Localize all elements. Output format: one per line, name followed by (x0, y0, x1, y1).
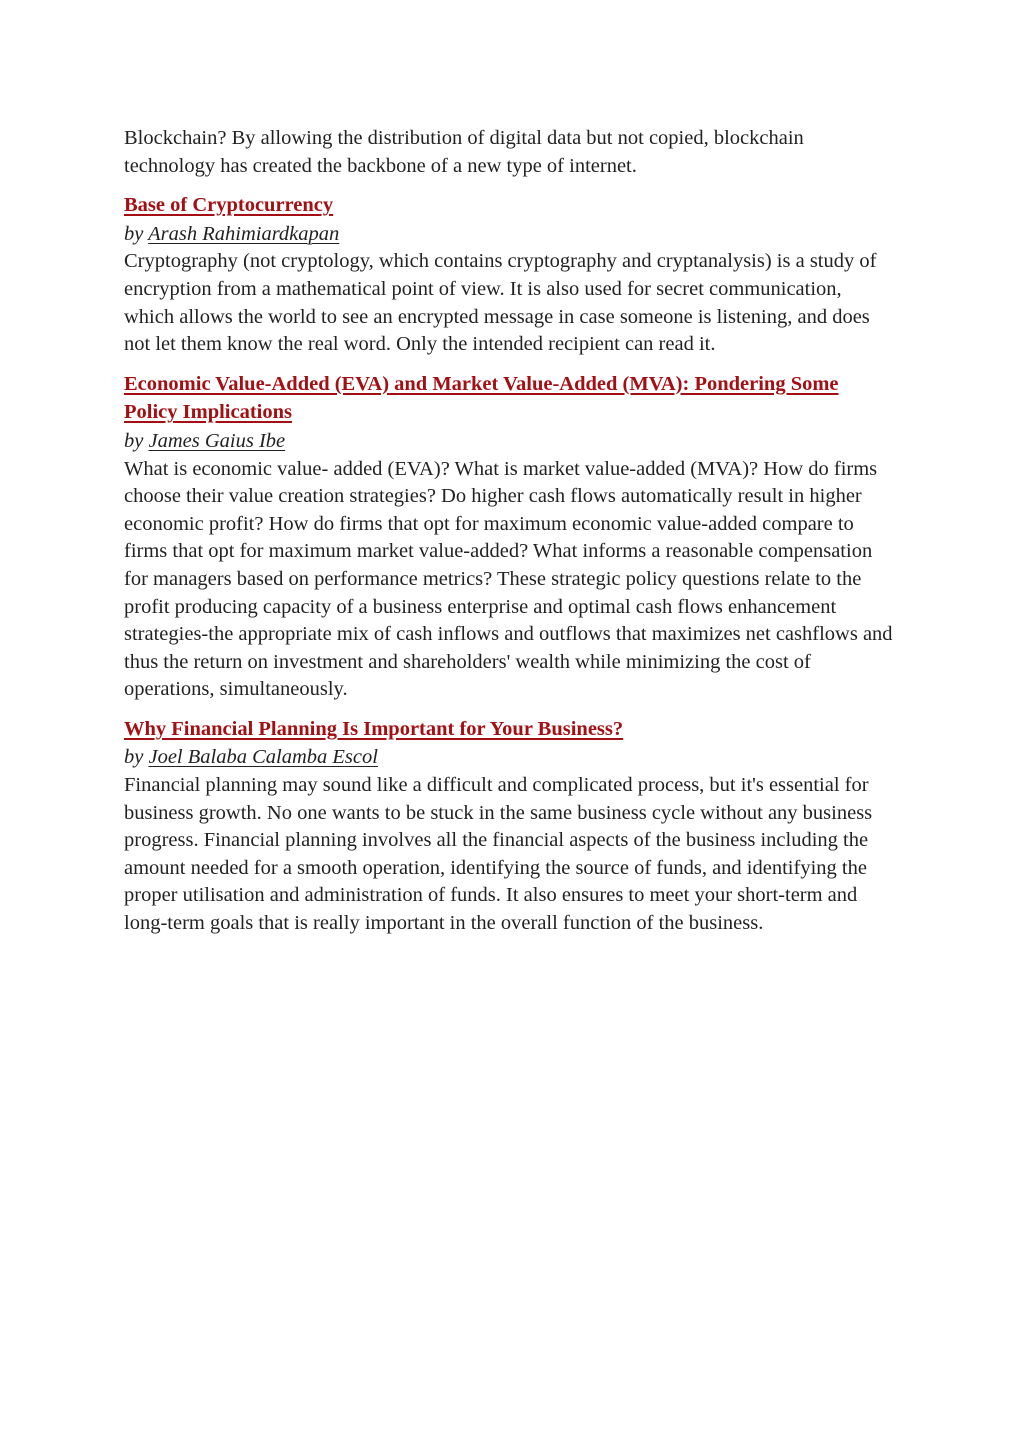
article-title-link[interactable]: Economic Value-Added (EVA) and Market Value-Added (MVA): Pondering Some Policy Implications (124, 372, 839, 424)
by-label: by (124, 222, 144, 245)
article-title-link[interactable]: Base of Cryptocurrency (124, 194, 334, 217)
article-title-link[interactable]: Why Financial Planning Is Important for Your Business? (124, 717, 624, 740)
article-summary: Cryptography (not cryptology, which contains cryptography and cryptanalysis) is a study of encryption from a mathematical point of view. It is also used for secret communication, which allows the world to see an encrypted message in case someone is listening, and does not let them know the real word. Only the intended recipient can read it. (124, 250, 877, 356)
article-1 (124, 192, 894, 359)
byline (124, 428, 894, 456)
article-3 (124, 716, 894, 938)
by-label: by (124, 746, 144, 769)
intro-paragraph: Blockchain? By allowing the distribution of digital data but not copied, blockchain technology has created the backbone of a new type of internet. (124, 127, 804, 177)
author-link[interactable]: Joel Balaba Calamba Escol (148, 746, 378, 769)
byline (124, 221, 894, 249)
document-page (124, 125, 894, 938)
by-label: by (124, 429, 144, 452)
author-link[interactable]: Arash Rahimiardkapan (148, 222, 340, 245)
article-summary: Financial planning may sound like a difficult and complicated process, but it's essential for business growth. No one wants to be stuck in the same business cycle without any business progress. Financial planning involves all the financial aspects of the business including the amount needed for a smooth operation, identifying the source of funds, and identifying the proper utilisation and administration of funds. It also ensures to meet your short-term and long-term goals that is really important in the overall function of the business. (124, 774, 873, 935)
author-link[interactable]: James Gaius Ibe (148, 429, 286, 452)
article-2 (124, 371, 894, 704)
byline (124, 744, 894, 772)
article-summary: What is economic value- added (EVA)? What is market value-added (MVA)? How do firms choose their value creation strategies? Do higher cash flows automatically result in higher economic profit? How do firms that opt for maximum economic value-added compare to firms that opt for maximum market value-added? What informs a reasonable compensation for managers based on performance metrics? These strategic policy questions relate to the profit producing capacity of a business enterprise and optimal cash flows enhancement strategies-the appropriate mix of cash inflows and outflows that maximizes net cashflows and thus the return on investment and shareholders' wealth while minimizing the cost of operations, simultaneously. (124, 457, 893, 701)
